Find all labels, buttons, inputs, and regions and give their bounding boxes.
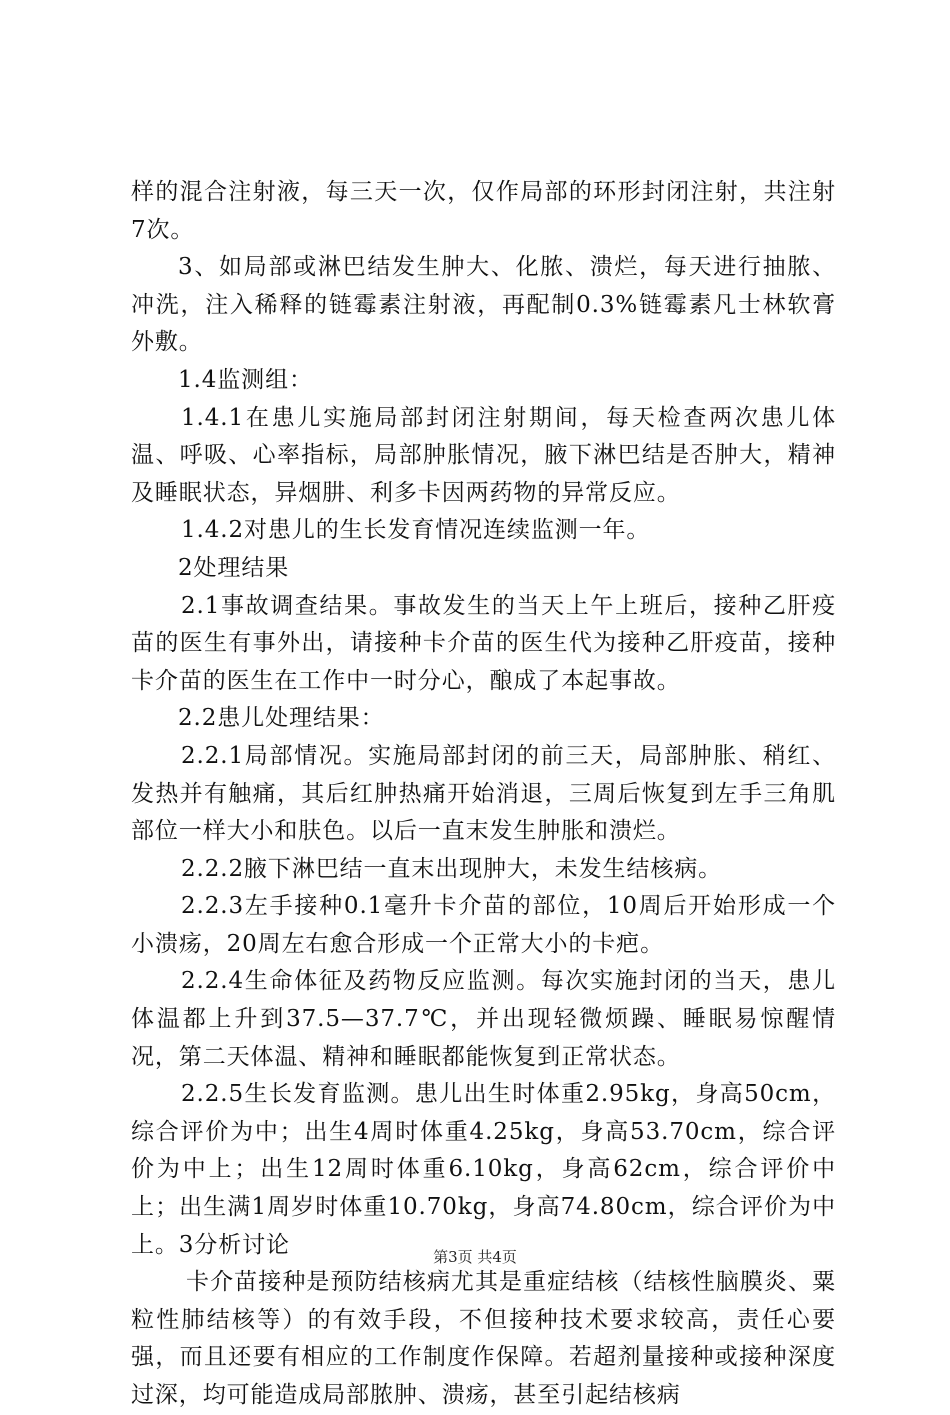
heading-patient-results: 2.2患儿处理结果： [178, 705, 385, 732]
paragraph-investigation-result: 2.1事故调查结果。事故发生的当天上午上班后，接种乙肝疫苗的医生有事外出，请接种卡介苗的医生代为接种乙肝疫苗，接种卡介苗的医生在工作中一时分心，酿成了本起事故。 [131, 592, 836, 694]
heading-treatment-results: 2处理结果 [178, 554, 290, 581]
paragraph-lymph-node: 2.2.2腋下淋巴结一直末出现肿大，未发生结核病。 [181, 855, 723, 882]
paragraph-discussion: 卡介苗接种是预防结核病尤其是重症结核（结核性脑膜炎、粟粒性肺结核等）的有效手段，不但接种技术要求较高，责任心要强，而且还要有相应的工作制度作保障。若超剂量接种或接种深度过深，均可能造成局部脓肿、溃疡，甚至引起结核病 [131, 1269, 836, 1408]
document-body [131, 174, 836, 1415]
paragraph-monitoring-1-4-1: 1.4.1在患儿实施局部封闭注射期间，每天检查两次患儿体温、呼吸、心率指标，局部肿胀情况，腋下淋巴结是否肿大，精神及睡眠状态，异烟肼、利多卡因两药物的异常反应。 [131, 404, 836, 506]
page-number-footer: 第3页 共4页 [433, 1248, 517, 1266]
paragraph-monitoring-1-4-2: 1.4.2对患儿的生长发育情况连续监测一年。 [181, 517, 651, 544]
paragraph-local-condition: 2.2.1局部情况。实施局部封闭的前三天，局部肿胀、稍红、发热并有触痛，其后红肿热痛开始消退，三周后恢复到左手三角肌部位一样大小和肤色。以后一直末发生肿胀和溃烂。 [131, 742, 836, 845]
paragraph-growth-monitoring: 2.2.5生长发育监测。患儿出生时体重2.95kg，身高50cm，综合评价为中；出生4周时体重4.25kg，身高53.70cm，综合评价为中上；出生12周时体重6.10kg，身高62cm，综合评价中上；出生满1周岁时体重10.70kg，身高74.80cm，综合评价为中上。3分析讨论 [131, 1081, 836, 1258]
paragraph-vital-signs: 2.2.4生命体征及药物反应监测。每次实施封闭的当天，患儿体温都上升到37.5—37.7℃，并出现轻微烦躁、睡眠易惊醒情况，第二天体温、精神和睡眠都能恢复到正常状态。 [131, 968, 836, 1070]
paragraph-abscess-treatment: 3、如局部或淋巴结发生肿大、化脓、溃烂，每天进行抽脓、冲洗，注入稀释的链霉素注射液，再配制0.3%链霉素凡士林软膏外敷。 [131, 254, 836, 356]
paragraph-injection-regimen: 样的混合注射液，每三天一次，仅作局部的环形封闭注射，共注射7次。 [131, 179, 836, 243]
heading-monitoring-group: 1.4监测组： [178, 366, 313, 393]
paragraph-vaccination-site: 2.2.3左手接种0.1毫升卡介苗的部位，10周后开始形成一个小溃疡，20周左右愈合形成一个正常大小的卡疤。 [131, 893, 836, 957]
